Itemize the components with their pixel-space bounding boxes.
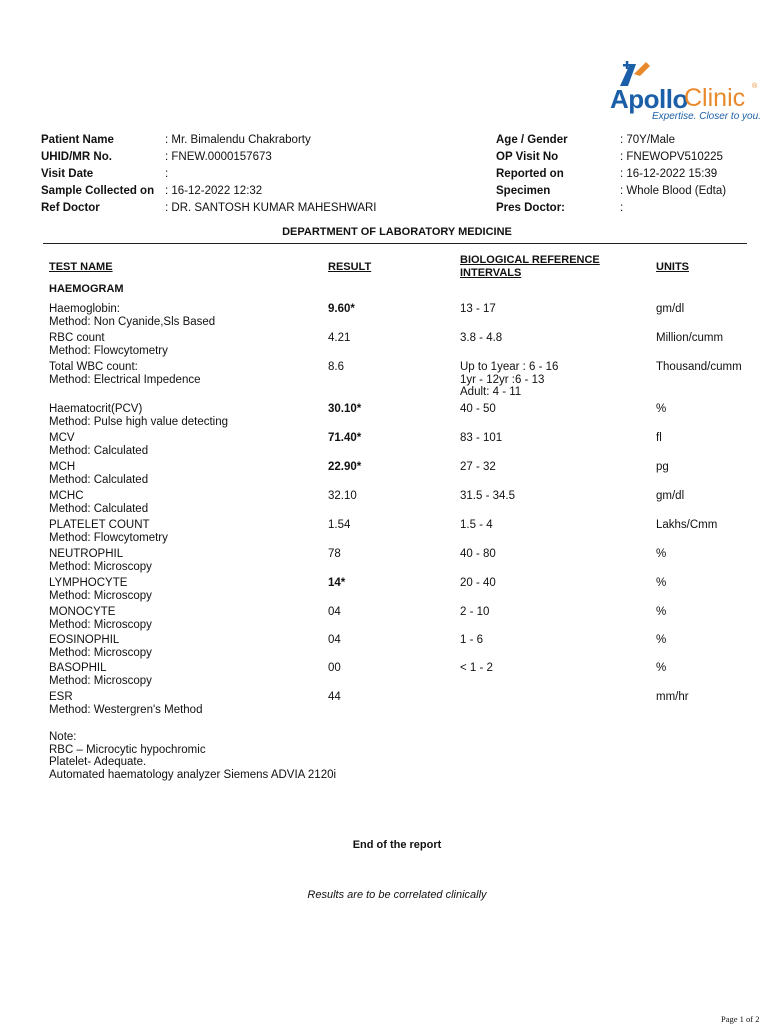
sample-collected-label: Sample Collected on — [41, 185, 155, 197]
test-method: Method: Calculated — [49, 502, 149, 515]
correlation-note: Results are to be correlated clinically — [307, 889, 487, 901]
test-name: RBC count — [49, 332, 105, 344]
col-header-test-name: TEST NAME — [49, 261, 113, 273]
test-name: EOSINOPHIL — [49, 634, 120, 646]
test-name: Total WBC count: — [49, 361, 138, 373]
test-method: Method: Microscopy — [49, 618, 152, 631]
test-name: ESR — [49, 691, 73, 703]
patient-row-1 — [0, 134, 768, 151]
unit-value: gm/dl — [656, 303, 685, 315]
reported-on-label: Reported on — [496, 168, 564, 180]
unit-value: % — [656, 403, 667, 415]
uhid-value: : FNEW.0000157673 — [165, 151, 272, 163]
result-value: 30.10* — [328, 403, 362, 415]
note-block — [49, 731, 336, 781]
test-name: MCHC — [49, 490, 84, 502]
unit-value: fl — [656, 432, 662, 444]
test-name: Haemoglobin: — [49, 303, 120, 315]
unit-value: pg — [656, 461, 669, 473]
test-method: Method: Calculated — [49, 444, 149, 457]
ref-doctor-label: Ref Doctor — [41, 202, 100, 214]
test-method: Method: Microscopy — [49, 674, 152, 687]
result-value: 44 — [328, 691, 341, 703]
reference-interval: 40 - 50 — [460, 403, 496, 415]
result-value: 1.54 — [328, 519, 351, 531]
test-name-cell — [49, 461, 148, 486]
note-title: Note: — [49, 731, 77, 743]
patient-name-label: Patient Name — [41, 134, 114, 146]
test-method: Method: Calculated — [49, 473, 149, 486]
reference-interval: 40 - 80 — [460, 548, 496, 560]
unit-value: Million/cumm — [656, 332, 724, 344]
page-number: Page 1 of 2 — [721, 1014, 760, 1024]
op-visit-label: OP Visit No — [496, 151, 559, 163]
pres-doctor-label: Pres Doctor: — [496, 202, 566, 214]
unit-value: gm/dl — [656, 490, 685, 502]
result-value: 14* — [328, 577, 346, 589]
age-gender-label: Age / Gender — [496, 134, 568, 146]
end-of-report: End of the report — [352, 839, 442, 851]
logo-clinic-text: Clinic — [684, 84, 746, 112]
pres-doctor-value: : — [620, 202, 624, 214]
reference-interval: 83 - 101 — [460, 432, 503, 444]
test-name-cell — [49, 403, 228, 428]
result-value: 8.6 — [328, 361, 344, 373]
patient-row-4 — [0, 185, 768, 202]
patient-row-2 — [0, 151, 768, 168]
age-gender-value: : 70Y/Male — [620, 134, 675, 146]
test-method: Method: Flowcytometry — [49, 344, 168, 357]
reference-interval: 1.5 - 4 — [460, 519, 493, 531]
op-visit-value: : FNEWOPV510225 — [620, 151, 723, 163]
department-heading: DEPARTMENT OF LABORATORY MEDICINE — [282, 226, 512, 238]
specimen-label: Specimen — [496, 185, 551, 197]
note-line: Platelet- Adequate. — [49, 756, 147, 768]
test-method: Method: Pulse high value detecting — [49, 415, 229, 428]
ref-doctor-value: : DR. SANTOSH KUMAR MAHESHWARI — [165, 202, 377, 214]
reference-interval: 20 - 40 — [460, 577, 496, 589]
patient-row-5 — [0, 202, 768, 219]
test-name-cell — [49, 548, 152, 573]
logo-registered-mark: ® — [752, 83, 758, 90]
patient-name-value: : Mr. Bimalendu Chakraborty — [165, 134, 311, 146]
reference-interval: 2 - 10 — [460, 606, 490, 618]
unit-value: % — [656, 577, 667, 589]
test-method: Method: Electrical Impedence — [49, 373, 201, 386]
result-value: 04 — [328, 634, 341, 646]
result-value: 71.40* — [328, 432, 362, 444]
reference-interval: < 1 - 2 — [460, 662, 493, 674]
unit-value: Lakhs/Cmm — [656, 519, 718, 531]
result-value: 04 — [328, 606, 341, 618]
reported-on-value: : 16-12-2022 15:39 — [620, 168, 718, 180]
logo-brand-text: Apollo — [610, 84, 688, 114]
col-header-units: UNITS — [656, 261, 689, 273]
result-value: 22.90* — [328, 461, 362, 473]
test-name-cell — [49, 432, 148, 457]
unit-value: % — [656, 548, 667, 560]
uhid-label: UHID/MR No. — [41, 151, 112, 163]
test-name: LYMPHOCYTE — [49, 577, 128, 589]
result-value: 4.21 — [328, 332, 351, 344]
test-name-cell — [49, 332, 168, 357]
test-name: BASOPHIL — [49, 662, 107, 674]
test-name-cell — [49, 303, 215, 328]
test-name-cell — [49, 577, 152, 602]
reference-interval: 31.5 - 34.5 — [460, 490, 515, 502]
reference-interval: 1 - 6 — [460, 634, 484, 646]
test-name-cell — [49, 361, 201, 386]
test-name-cell — [49, 634, 152, 659]
test-method: Method: Microscopy — [49, 646, 152, 659]
result-value: 32.10 — [328, 490, 357, 502]
unit-value: % — [656, 606, 667, 618]
unit-value: mm/hr — [656, 691, 689, 703]
section-title-haemogram: HAEMOGRAM — [49, 283, 124, 295]
reference-interval: 13 - 17 — [460, 303, 496, 315]
sample-collected-value: : 16-12-2022 12:32 — [165, 185, 263, 197]
test-method: Method: Westergren's Method — [49, 703, 203, 716]
test-method: Method: Non Cyanide,Sls Based — [49, 315, 216, 328]
apollo-clinic-logo — [610, 60, 760, 122]
test-name-cell — [49, 662, 152, 687]
test-name-cell — [49, 519, 168, 544]
reference-interval: Up to 1year : 6 - 16 1yr - 12yr :6 - 13 Adult: 4 - 11 — [460, 361, 559, 398]
visit-date-label: Visit Date — [41, 168, 94, 180]
header-divider — [43, 243, 747, 244]
test-name-cell — [49, 490, 148, 515]
unit-value: % — [656, 662, 667, 674]
patient-row-3 — [0, 168, 768, 185]
test-method: Method: Microscopy — [49, 560, 152, 573]
test-method: Method: Flowcytometry — [49, 531, 168, 544]
col-header-reference: BIOLOGICAL REFERENCE INTERVALS — [460, 254, 600, 279]
test-name: Haematocrit(PCV) — [49, 403, 143, 415]
reference-interval: 3.8 - 4.8 — [460, 332, 503, 344]
test-name: MCV — [49, 432, 75, 444]
test-name: NEUTROPHIL — [49, 548, 124, 560]
logo-tagline: Expertise. Closer to you. — [652, 111, 761, 122]
test-name: PLATELET COUNT — [49, 519, 150, 531]
reference-interval: 27 - 32 — [460, 461, 496, 473]
unit-value: % — [656, 634, 667, 646]
result-value: 78 — [328, 548, 341, 560]
result-value: 9.60* — [328, 303, 355, 315]
specimen-value: : Whole Blood (Edta) — [620, 185, 727, 197]
col-header-result: RESULT — [328, 261, 372, 273]
test-name-cell — [49, 691, 202, 716]
test-name-cell — [49, 606, 152, 631]
visit-date-value: : — [165, 168, 169, 180]
result-value: 00 — [328, 662, 341, 674]
test-name: MCH — [49, 461, 76, 473]
test-method: Method: Microscopy — [49, 589, 152, 602]
note-line: Automated haematology analyzer Siemens ADVIA 2120i — [49, 768, 337, 781]
unit-value: Thousand/cumm — [656, 361, 742, 373]
test-name: MONOCYTE — [49, 606, 116, 618]
note-line: RBC – Microcytic hypochromic — [49, 743, 206, 756]
